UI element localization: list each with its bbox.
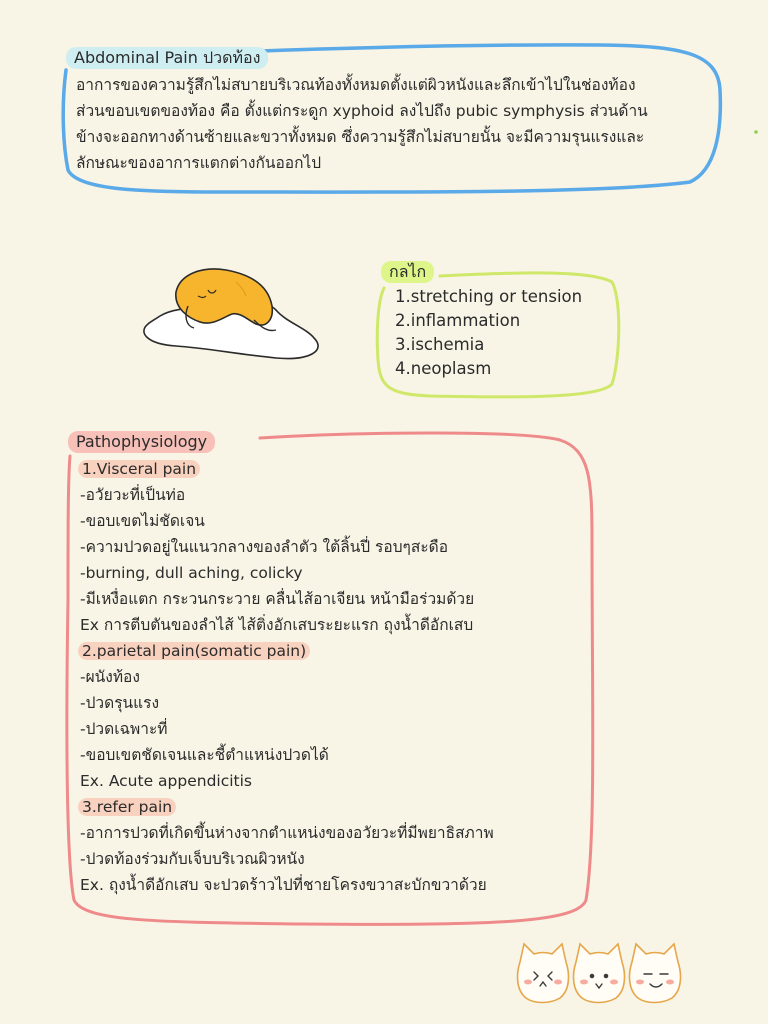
refer-heading: 3.refer pain <box>78 798 176 816</box>
mechanism-list <box>395 285 582 381</box>
intro-line: ส่วนขอบเขตของท้อง คือ ตั้งแต่กระดูก xyphoid ลงไปถึง pubic symphysis ส่วนด้าน <box>76 102 648 120</box>
intro-title: Abdominal Pain ปวดท้อง <box>66 47 268 69</box>
parietal-line: Ex. Acute appendicitis <box>80 772 253 790</box>
refer-line: -ปวดท้องร่วมกับเจ็บบริเวณผิวหนัง <box>80 850 305 868</box>
egg-yolk-illustration <box>136 262 326 362</box>
visceral-line: Ex การตีบตันของลำไส้ ไส้ติ่งอักเสบระยะแรก ถุงน้ำดีอักเสบ <box>80 616 474 634</box>
refer-line: Ex. ถุงน้ำดีอักเสบ จะปวดร้าวไปที่ชายโครงขวาสะบักขวาด้วย <box>80 876 487 894</box>
intro-line: ลักษณะของอาการแตกต่างกันออกไป <box>76 154 322 172</box>
parietal-heading: 2.parietal pain(somatic pain) <box>78 642 310 660</box>
visceral-line: -ขอบเขตไม่ชัดเจน <box>80 512 205 530</box>
intro-line: อาการของความรู้สึกไม่สบายบริเวณท้องทั้งหมดตั้งแต่ผิวหนังและลึกเข้าไปในช่องท้อง <box>76 76 636 94</box>
mechanism-title: กลไก <box>381 261 434 283</box>
cat-face-2 <box>574 944 625 1003</box>
patho-body <box>80 456 494 898</box>
refer-line: -อาการปวดที่เกิดขึ้นห่างจากตำแหน่งของอวัยวะที่มีพยาธิสภาพ <box>80 824 494 842</box>
visceral-heading: 1.Visceral pain <box>78 460 200 478</box>
visceral-line: -ความปวดอยู่ในแนวกลางของลำตัว ใต้ลิ้นปี่ รอบๆสะดือ <box>80 538 449 556</box>
mechanism-item: 1.stretching or tension <box>395 287 583 306</box>
intro-line: ข้างจะออกทางด้านซ้ายและขวาทั้งหมด ซึ่งความรู้สึกไม่สบายนั้น จะมีความรุนแรงและ <box>76 128 645 146</box>
green-dot <box>754 130 758 134</box>
cat-face-1 <box>518 944 569 1003</box>
parietal-line: -ผนังท้อง <box>80 668 140 686</box>
cat-face-3 <box>630 944 681 1003</box>
visceral-line: -burning, dull aching, colicky <box>80 564 303 582</box>
intro-paragraph <box>76 72 716 176</box>
mechanism-item: 2.inflammation <box>395 311 521 330</box>
visceral-line: -อวัยวะที่เป็นท่อ <box>80 486 186 504</box>
patho-title: Pathophysiology <box>68 431 215 453</box>
parietal-line: -ขอบเขตชัดเจนและชี้ตำแหน่งปวดได้ <box>80 746 329 764</box>
parietal-line: -ปวดเฉพาะที่ <box>80 720 168 738</box>
cat-faces-sticker <box>514 940 690 1006</box>
parietal-line: -ปวดรุนแรง <box>80 694 160 712</box>
visceral-line: -มีเหงื่อแตก กระวนกระวาย คลื่นไส้อาเจียน หน้ามือร่วมด้วย <box>80 590 475 608</box>
mechanism-item: 3.ischemia <box>395 335 485 354</box>
mechanism-item: 4.neoplasm <box>395 359 492 378</box>
